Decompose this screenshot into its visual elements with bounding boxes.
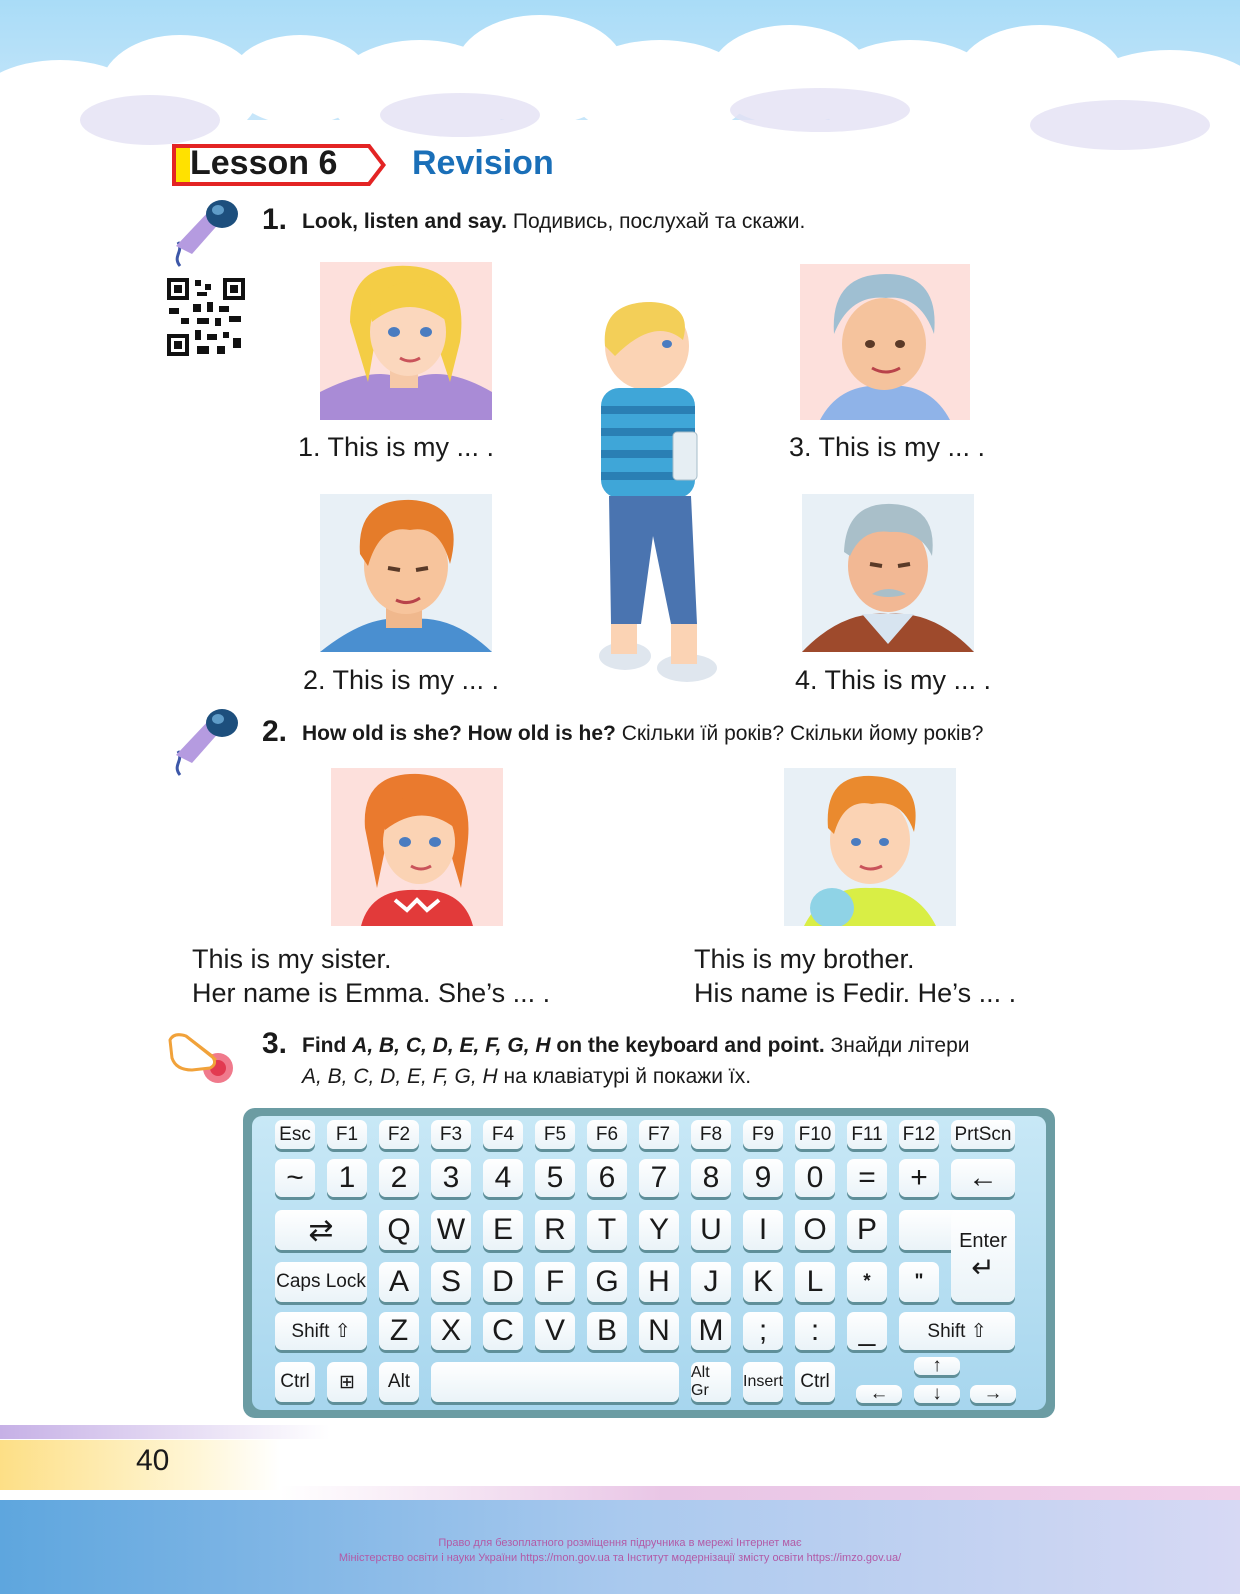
exercise-instruction — [302, 722, 983, 746]
key-s[interactable]: S — [431, 1262, 471, 1302]
footer-line-1: Право для безоплатного розміщення підручника в мережі Інтернет має — [438, 1537, 802, 1549]
key-enter[interactable] — [951, 1210, 1015, 1302]
key-h[interactable]: H — [639, 1262, 679, 1302]
key-caps-lock[interactable]: Caps Lock — [275, 1262, 367, 1302]
key-j[interactable]: J — [691, 1262, 731, 1302]
key-c[interactable]: C — [483, 1312, 523, 1350]
exercise-number: 1. — [262, 203, 288, 236]
key-3[interactable]: 3 — [431, 1159, 471, 1197]
key-z[interactable]: Z — [379, 1312, 419, 1350]
grandfather-picture — [802, 494, 974, 652]
key-t[interactable]: T — [587, 1210, 627, 1250]
instruction-letters-uk: A, B, C, D, E, F, G, H — [302, 1065, 498, 1088]
key-o[interactable]: O — [795, 1210, 835, 1250]
key-insert[interactable]: Insert — [743, 1362, 783, 1402]
instruction-en: How old is she? How old is he? — [302, 722, 616, 745]
key-q[interactable]: Q — [379, 1210, 419, 1250]
key-f[interactable]: F — [535, 1262, 575, 1302]
key-shift-right[interactable]: Shift ⇧ — [899, 1312, 1015, 1350]
windows-key-icon[interactable]: ⊞ — [327, 1362, 367, 1402]
key-p[interactable]: P — [847, 1210, 887, 1250]
key-8[interactable]: 8 — [691, 1159, 731, 1197]
caption-1: 1. This is my ... . — [298, 432, 495, 462]
microphone-icon — [170, 196, 242, 272]
key-6[interactable]: 6 — [587, 1159, 627, 1197]
boy-standing-picture — [575, 296, 725, 692]
key-f10[interactable]: F10 — [795, 1120, 835, 1149]
key-2[interactable]: 2 — [379, 1159, 419, 1197]
key-f8[interactable]: F8 — [691, 1120, 731, 1149]
key-d[interactable]: D — [483, 1262, 523, 1302]
key-k[interactable]: K — [743, 1262, 783, 1302]
brother-picture — [784, 768, 956, 926]
key-tab[interactable]: ⇄ — [275, 1210, 367, 1250]
key-tilde[interactable]: ~ — [275, 1159, 315, 1197]
exercise-number: 2. — [262, 715, 288, 748]
sister-line-1: This is my sister. — [192, 944, 392, 974]
key-f5[interactable]: F5 — [535, 1120, 575, 1149]
key-prtscn[interactable]: PrtScn — [951, 1120, 1015, 1149]
key-space[interactable] — [431, 1362, 679, 1402]
father-picture — [320, 494, 492, 652]
key-r[interactable]: R — [535, 1210, 575, 1250]
key-f6[interactable]: F6 — [587, 1120, 627, 1149]
key-arrow-up[interactable]: ↑ — [914, 1357, 960, 1375]
key-shift-left[interactable]: Shift ⇧ — [275, 1312, 367, 1350]
enter-arrow-icon: ↵ — [971, 1251, 995, 1283]
key-m[interactable]: M — [691, 1312, 731, 1350]
key-alt[interactable]: Alt — [379, 1362, 419, 1402]
key-l[interactable]: L — [795, 1262, 835, 1302]
key-7[interactable]: 7 — [639, 1159, 679, 1197]
key-esc[interactable]: Esc — [275, 1120, 315, 1149]
key-0[interactable]: 0 — [795, 1159, 835, 1197]
key-f3[interactable]: F3 — [431, 1120, 471, 1149]
microphone-icon — [170, 705, 242, 781]
key-i[interactable]: I — [743, 1210, 783, 1250]
instruction-en-rest: on the keyboard and point. — [556, 1034, 825, 1057]
key-w[interactable]: W — [431, 1210, 471, 1250]
pointing-hand-icon — [166, 1030, 236, 1086]
key-f1[interactable]: F1 — [327, 1120, 367, 1149]
key-4[interactable]: 4 — [483, 1159, 523, 1197]
key-f4[interactable]: F4 — [483, 1120, 523, 1149]
page-title: Revision — [412, 144, 554, 182]
key-g[interactable]: G — [587, 1262, 627, 1302]
key-a[interactable]: A — [379, 1262, 419, 1302]
key-quote[interactable]: " — [899, 1262, 939, 1302]
instruction-uk: Скільки їй років? Скільки йому років? — [621, 722, 984, 745]
key-semicolon[interactable]: ; — [743, 1312, 783, 1350]
exercise-instruction — [302, 1034, 969, 1058]
key-5[interactable]: 5 — [535, 1159, 575, 1197]
key-f12[interactable]: F12 — [899, 1120, 939, 1149]
instruction-uk-2: на клавіатурі й покажи їх. — [503, 1065, 752, 1088]
key-1[interactable]: 1 — [327, 1159, 367, 1197]
key-y[interactable]: Y — [639, 1210, 679, 1250]
key-f2[interactable]: F2 — [379, 1120, 419, 1149]
key-ctrl-left[interactable]: Ctrl — [275, 1362, 315, 1402]
exercise-instruction — [302, 210, 805, 234]
key-ctrl-right[interactable]: Ctrl — [795, 1362, 835, 1402]
sister-line-2: Her name is Emma. She’s ... . — [192, 978, 551, 1008]
key-underscore[interactable]: _ — [847, 1312, 887, 1350]
key-u[interactable]: U — [691, 1210, 731, 1250]
instruction-letters: A, B, C, D, E, F, G, H — [352, 1034, 551, 1057]
lesson-number: Lesson 6 — [190, 144, 338, 182]
instruction-en: Look, listen and say. — [302, 210, 507, 233]
key-f7[interactable]: F7 — [639, 1120, 679, 1149]
exercise-instruction-line-2 — [302, 1065, 751, 1089]
caption-3: 3. This is my ... . — [789, 432, 986, 462]
key-enter-label: Enter — [959, 1229, 1007, 1252]
sister-picture — [331, 768, 503, 926]
key-plus[interactable]: + — [899, 1159, 939, 1197]
page-number: 40 — [136, 1444, 170, 1477]
key-b[interactable]: B — [587, 1312, 627, 1350]
decor-band — [0, 1425, 330, 1439]
mother-picture — [320, 262, 492, 420]
caption-4: 4. This is my ... . — [795, 665, 992, 695]
key-equals[interactable]: = — [847, 1159, 887, 1197]
caption-2: 2. This is my ... . — [303, 665, 500, 695]
key-colon[interactable]: : — [795, 1312, 835, 1350]
key-f11[interactable]: F11 — [847, 1120, 887, 1149]
key-alt-gr[interactable]: Alt Gr — [691, 1362, 731, 1402]
key-arrow-right[interactable]: → — [970, 1385, 1016, 1403]
brother-line-2: His name is Fedir. He’s ... . — [694, 978, 1017, 1008]
key-9[interactable]: 9 — [743, 1159, 783, 1197]
key-x[interactable]: X — [431, 1312, 471, 1350]
key-asterisk[interactable]: * — [847, 1262, 887, 1302]
brother-line-1: This is my brother. — [694, 944, 915, 974]
instruction-find: Find — [302, 1034, 347, 1057]
key-e[interactable]: E — [483, 1210, 523, 1250]
qr-code-icon — [167, 278, 245, 356]
grandmother-picture — [800, 264, 970, 420]
key-n[interactable]: N — [639, 1312, 679, 1350]
instruction-uk: Подивись, послухай та скажи. — [512, 210, 806, 233]
exercise-number: 3. — [262, 1027, 288, 1060]
key-arrow-down[interactable]: ↓ — [914, 1385, 960, 1403]
instruction-uk: Знайди літери — [830, 1034, 970, 1057]
footer-line-2: Міністерство освіти і науки України https://mon.gov.ua та Інститут модернізації змісту освіти https://imzo.gov.ua/ — [338, 1552, 902, 1564]
key-arrow-left[interactable]: ← — [856, 1385, 902, 1403]
key-v[interactable]: V — [535, 1312, 575, 1350]
key-f9[interactable]: F9 — [743, 1120, 783, 1149]
key-backspace[interactable]: ← — [951, 1159, 1015, 1197]
